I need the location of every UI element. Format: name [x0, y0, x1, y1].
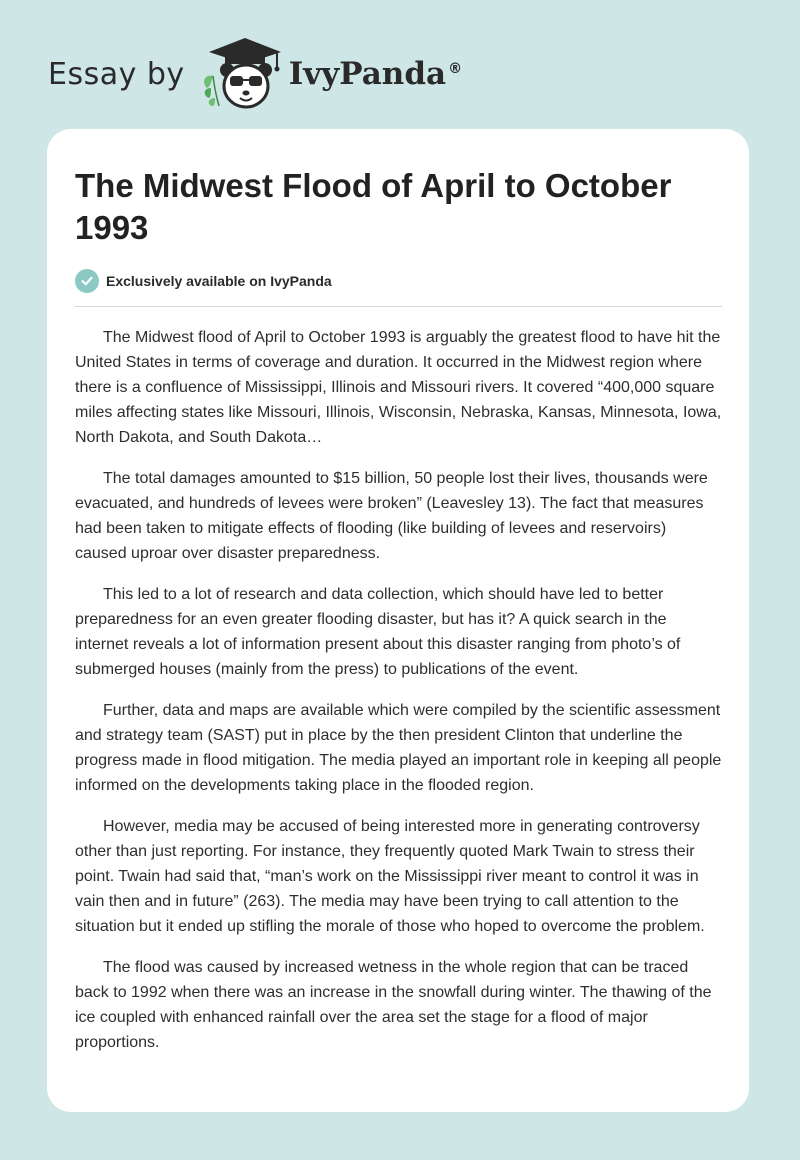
paragraph: The flood was caused by increased wetness in the whole region that can be traced back to 1992 when there was an increase in the snowfall during winter. The thawing of the ice coupled with enhanced rainfall over the area set the stage for a flood of major proportions. — [75, 959, 712, 1051]
paragraph: However, media may be accused of being interested more in generating controversy other than just reporting. For instance, they frequently quoted Mark Twain to stress their point. Twain had said that, “man’s work on the Mississippi river meant to control it was in vain then and in future” (263). The media may have been trying to call attention to the situation but it ended up stifling the morale of those who hoped to overcome the problem. — [75, 818, 705, 935]
exclusive-badge — [75, 269, 722, 307]
paragraph: The Midwest flood of April to October 1993 is arguably the greatest flood to have hit the United States in terms of coverage and duration. It occurred in the Midwest region where there is a confluence of Mississippi, Illinois and Missouri rivers. It covered “400,000 square miles affecting states like Missouri, Illinois, Wisconsin, Nebraska, Kansas, Minnesota, Iowa, North Dakota, and South Dakota… — [75, 329, 722, 446]
essay-body — [75, 325, 722, 1055]
essay-card — [47, 129, 749, 1112]
page-title: The Midwest Flood of April to October 1993 — [75, 167, 672, 246]
paragraph: Further, data and maps are available which were compiled by the scientific assessment and strategy team (SAST) put in place by the then president Clinton that underline the progress made in flood mitigation. The media played an important role in keeping all people informed on the developments taking place in the flooded region. — [75, 702, 722, 794]
exclusive-label: Exclusively available on IvyPanda — [106, 273, 332, 289]
essay-by-label: Essay by — [48, 56, 185, 92]
check-icon — [75, 269, 99, 293]
brand-name[interactable]: IvyPanda ® — [288, 56, 463, 92]
panda-logo-icon[interactable] — [199, 36, 283, 112]
paragraph: This led to a lot of research and data collection, which should have led to better preparedness for an even greater flooding disaster, but has it? A quick search in the internet reveals a lot of information present about this disaster ranging from photo’s of submerged houses (mainly from the press) to publications of the event. — [75, 586, 681, 678]
site-header — [48, 34, 462, 114]
paragraph: The total damages amounted to $15 billion, 50 people lost their lives, thousands were evacuated, and hundreds of levees were broken” (Leavesley 13). The fact that measures had been taken to mitigate effects of flooding (like building of levees and reservoirs) caused uproar over disaster preparedness. — [75, 470, 708, 562]
registered-mark: ® — [448, 60, 463, 77]
